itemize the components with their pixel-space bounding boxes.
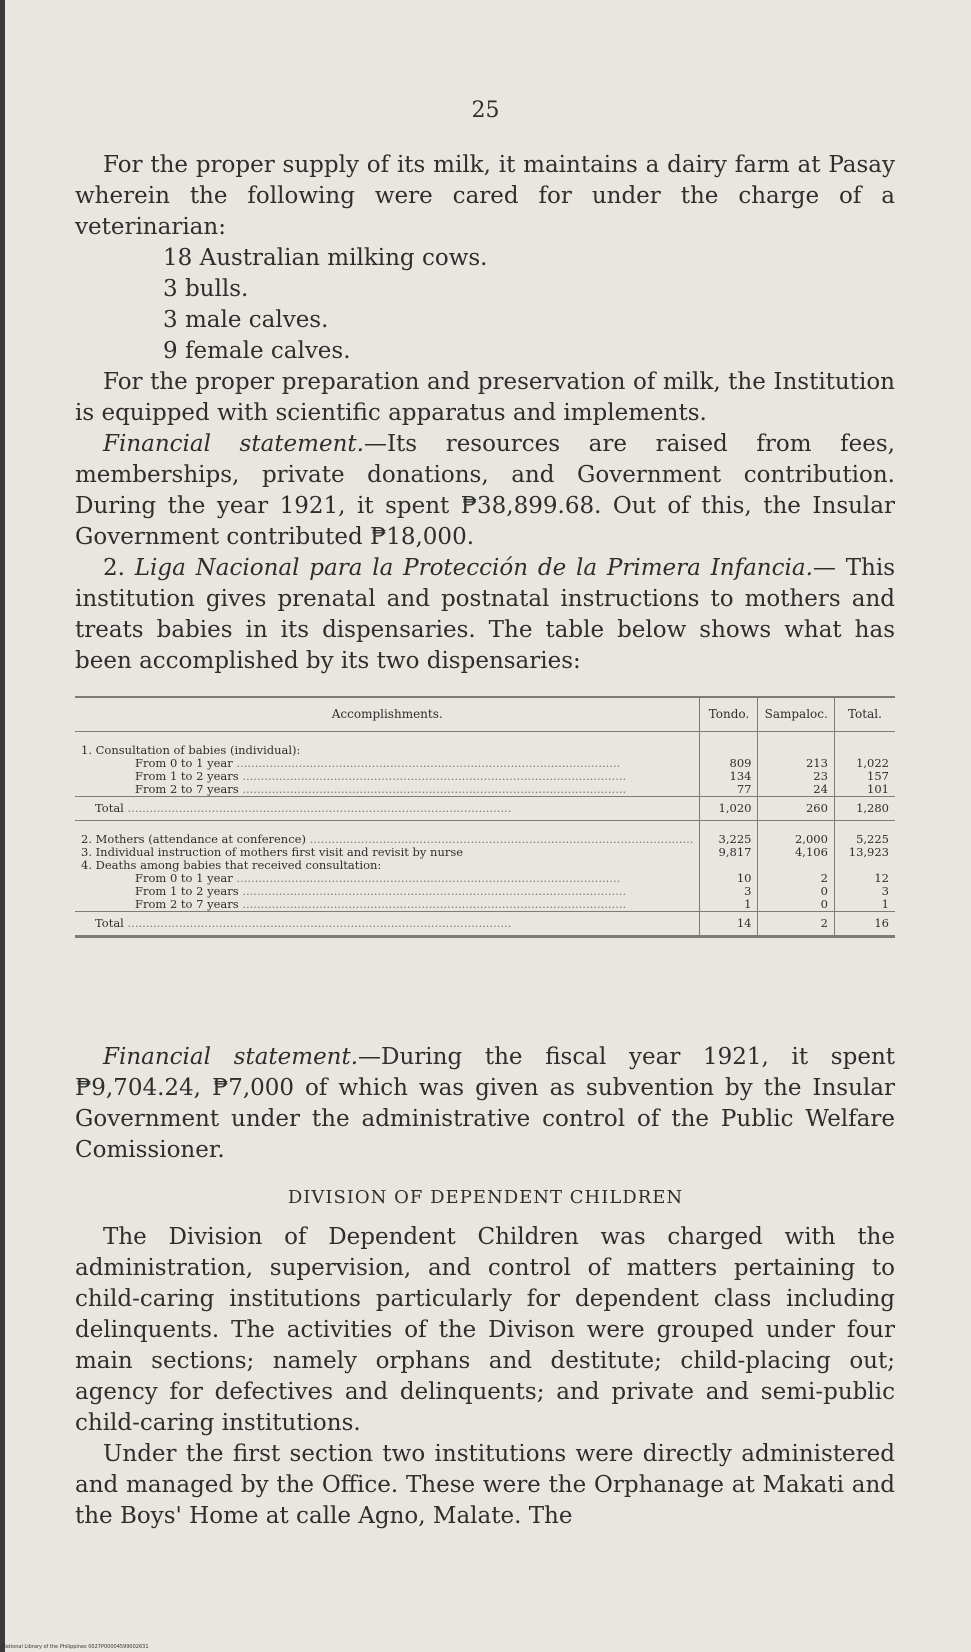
cell-total: 13,923: [834, 846, 895, 859]
table-total-row: [75, 912, 895, 936]
total-label: Total .....: [75, 912, 700, 936]
cell-total: 101: [834, 783, 895, 797]
liga-paragraph: [75, 553, 895, 677]
cell-tondo: 3,225: [700, 833, 758, 846]
cell-tondo: 134: [700, 770, 758, 783]
row-label: From 0 to 1 year .....: [75, 757, 700, 770]
division-heading: DIVISION OF DEPENDENT CHILDREN: [287, 1187, 684, 1208]
table-row: [75, 846, 895, 859]
cell-sampaloc: 2: [758, 872, 834, 885]
page-edge: [0, 0, 5, 1652]
cell-sampaloc: 0: [758, 898, 834, 912]
liga-number: 2.: [103, 555, 125, 581]
row-label: 3. Individual instruction of mothers first visit and revisit by nurse: [81, 846, 464, 859]
header-accomplishments: Accomplishments.: [75, 698, 700, 732]
table-row: [75, 872, 895, 885]
row-label: From 2 to 7 years .....: [75, 783, 700, 797]
financial-statement-1: [75, 429, 895, 553]
cell-sampaloc: 2,000: [758, 833, 834, 846]
table-row: [75, 885, 895, 898]
dairy-farm-paragraph: For the proper supply of its milk, it maintains a dairy farm at Pasay wherein the following were cared for under the charge of a veterinarian:: [75, 152, 895, 240]
row-label: From 2 to 7 years .....: [75, 898, 700, 912]
row-label: From 0 to 1 year .....: [75, 872, 700, 885]
section4-title: 4. Deaths among babies that received consultation:: [81, 859, 382, 872]
financial-statement-2-block: [75, 1042, 895, 1166]
cell-total: 1: [834, 898, 895, 912]
division-paragraph: The Division of Dependent Children was charged with the administration, supervision, and control of matters pertaining to child-caring institutions particularly for dependent class including delinquents. The activities of the Divison were grouped under four main sections; namely orphans and destitute; child-placing out; agency for defectives and delinquents; and private and semi-public child-caring institutions.: [75, 1224, 895, 1436]
liga-text: — This institution gives prenatal and postnatal instructions to mothers and treats babies in its dispensaries. The table below shows what has been accomplished by its two dispensaries:: [75, 555, 896, 674]
financial-text: —Its resources are raised from fees, memberships, private donations, and Government contribution. During the year 1921, it spent ₱38,899.68. Out of this, the Insular Government contributed ₱18,000.: [75, 431, 895, 550]
cell-total: 3: [834, 885, 895, 898]
cell-sampaloc: 4,106: [758, 846, 834, 859]
financial-label: Financial statement.: [103, 431, 364, 457]
table-header-row: [75, 698, 895, 732]
cell-sampaloc: 260: [758, 797, 834, 821]
cell-tondo: 77: [700, 783, 758, 797]
list-item: 18 Australian milking cows.: [163, 245, 488, 271]
cell-tondo: 1,020: [700, 797, 758, 821]
header-sampaloc: Sampaloc.: [758, 698, 834, 732]
cell-sampaloc: 24: [758, 783, 834, 797]
cell-sampaloc: 23: [758, 770, 834, 783]
list-item: 3 male calves.: [163, 307, 329, 333]
row-label: 2. Mothers (attendance at conference) .....: [75, 833, 700, 846]
list-item: 9 female calves.: [163, 338, 351, 364]
cell-sampaloc: 0: [758, 885, 834, 898]
financial-statement-2: [75, 1042, 895, 1166]
liga-name: Liga Nacional para la Protección de la Primera Infancia.: [134, 555, 813, 581]
upper-text: [75, 150, 895, 677]
cell-total: 12: [834, 872, 895, 885]
cell-total: 5,225: [834, 833, 895, 846]
first-section-paragraph: Under the first section two institutions were directly administered and managed by the Office. These were the Orphanage at Makati and the Boys' Home at calle Agno, Malate. The: [75, 1441, 895, 1529]
table-row: [75, 859, 895, 872]
list-item: 3 bulls.: [163, 276, 249, 302]
cell-sampaloc: 2: [758, 912, 834, 936]
preparation-paragraph: For the proper preparation and preservation of milk, the Institution is equipped with scientific apparatus and implements.: [75, 369, 895, 426]
page-number: 25: [471, 98, 500, 123]
cell-tondo: 9,817: [700, 846, 758, 859]
cell-tondo: 3: [700, 885, 758, 898]
footer-credit: National Library of the Philippines 0027P00004599002631: [2, 1644, 149, 1650]
financial-label: Financial statement.: [103, 1044, 359, 1070]
accomplishments-table: [75, 696, 895, 938]
table-total-row: [75, 797, 895, 821]
cell-tondo: 1: [700, 898, 758, 912]
cell-total: 1,022: [834, 757, 895, 770]
table-row: [75, 833, 895, 846]
cell-total: 16: [834, 912, 895, 936]
header-total: Total.: [834, 698, 895, 732]
section1-title: 1. Consultation of babies (individual):: [81, 744, 301, 757]
cell-total: 1,280: [834, 797, 895, 821]
total-label: Total .....: [75, 797, 700, 821]
table-row: [75, 898, 895, 912]
cell-sampaloc: 213: [758, 757, 834, 770]
row-label: From 1 to 2 years .....: [75, 885, 700, 898]
division-text: [75, 1222, 895, 1532]
table-row: [75, 757, 895, 770]
cell-tondo: 14: [700, 912, 758, 936]
table-row: [75, 770, 895, 783]
cell-tondo: 10: [700, 872, 758, 885]
cell-tondo: 809: [700, 757, 758, 770]
cell-total: 157: [834, 770, 895, 783]
header-tondo: Tondo.: [700, 698, 758, 732]
table-row: [75, 744, 895, 757]
animal-list: [163, 243, 895, 367]
financial-text: —During the fiscal year 1921, it spent ₱9,704.24, ₱7,000 of which was given as subvention by the Insular Government under the administrative control of the Public Welfare Comissioner.: [75, 1044, 895, 1163]
table-row: [75, 783, 895, 797]
row-label: From 1 to 2 years .....: [75, 770, 700, 783]
